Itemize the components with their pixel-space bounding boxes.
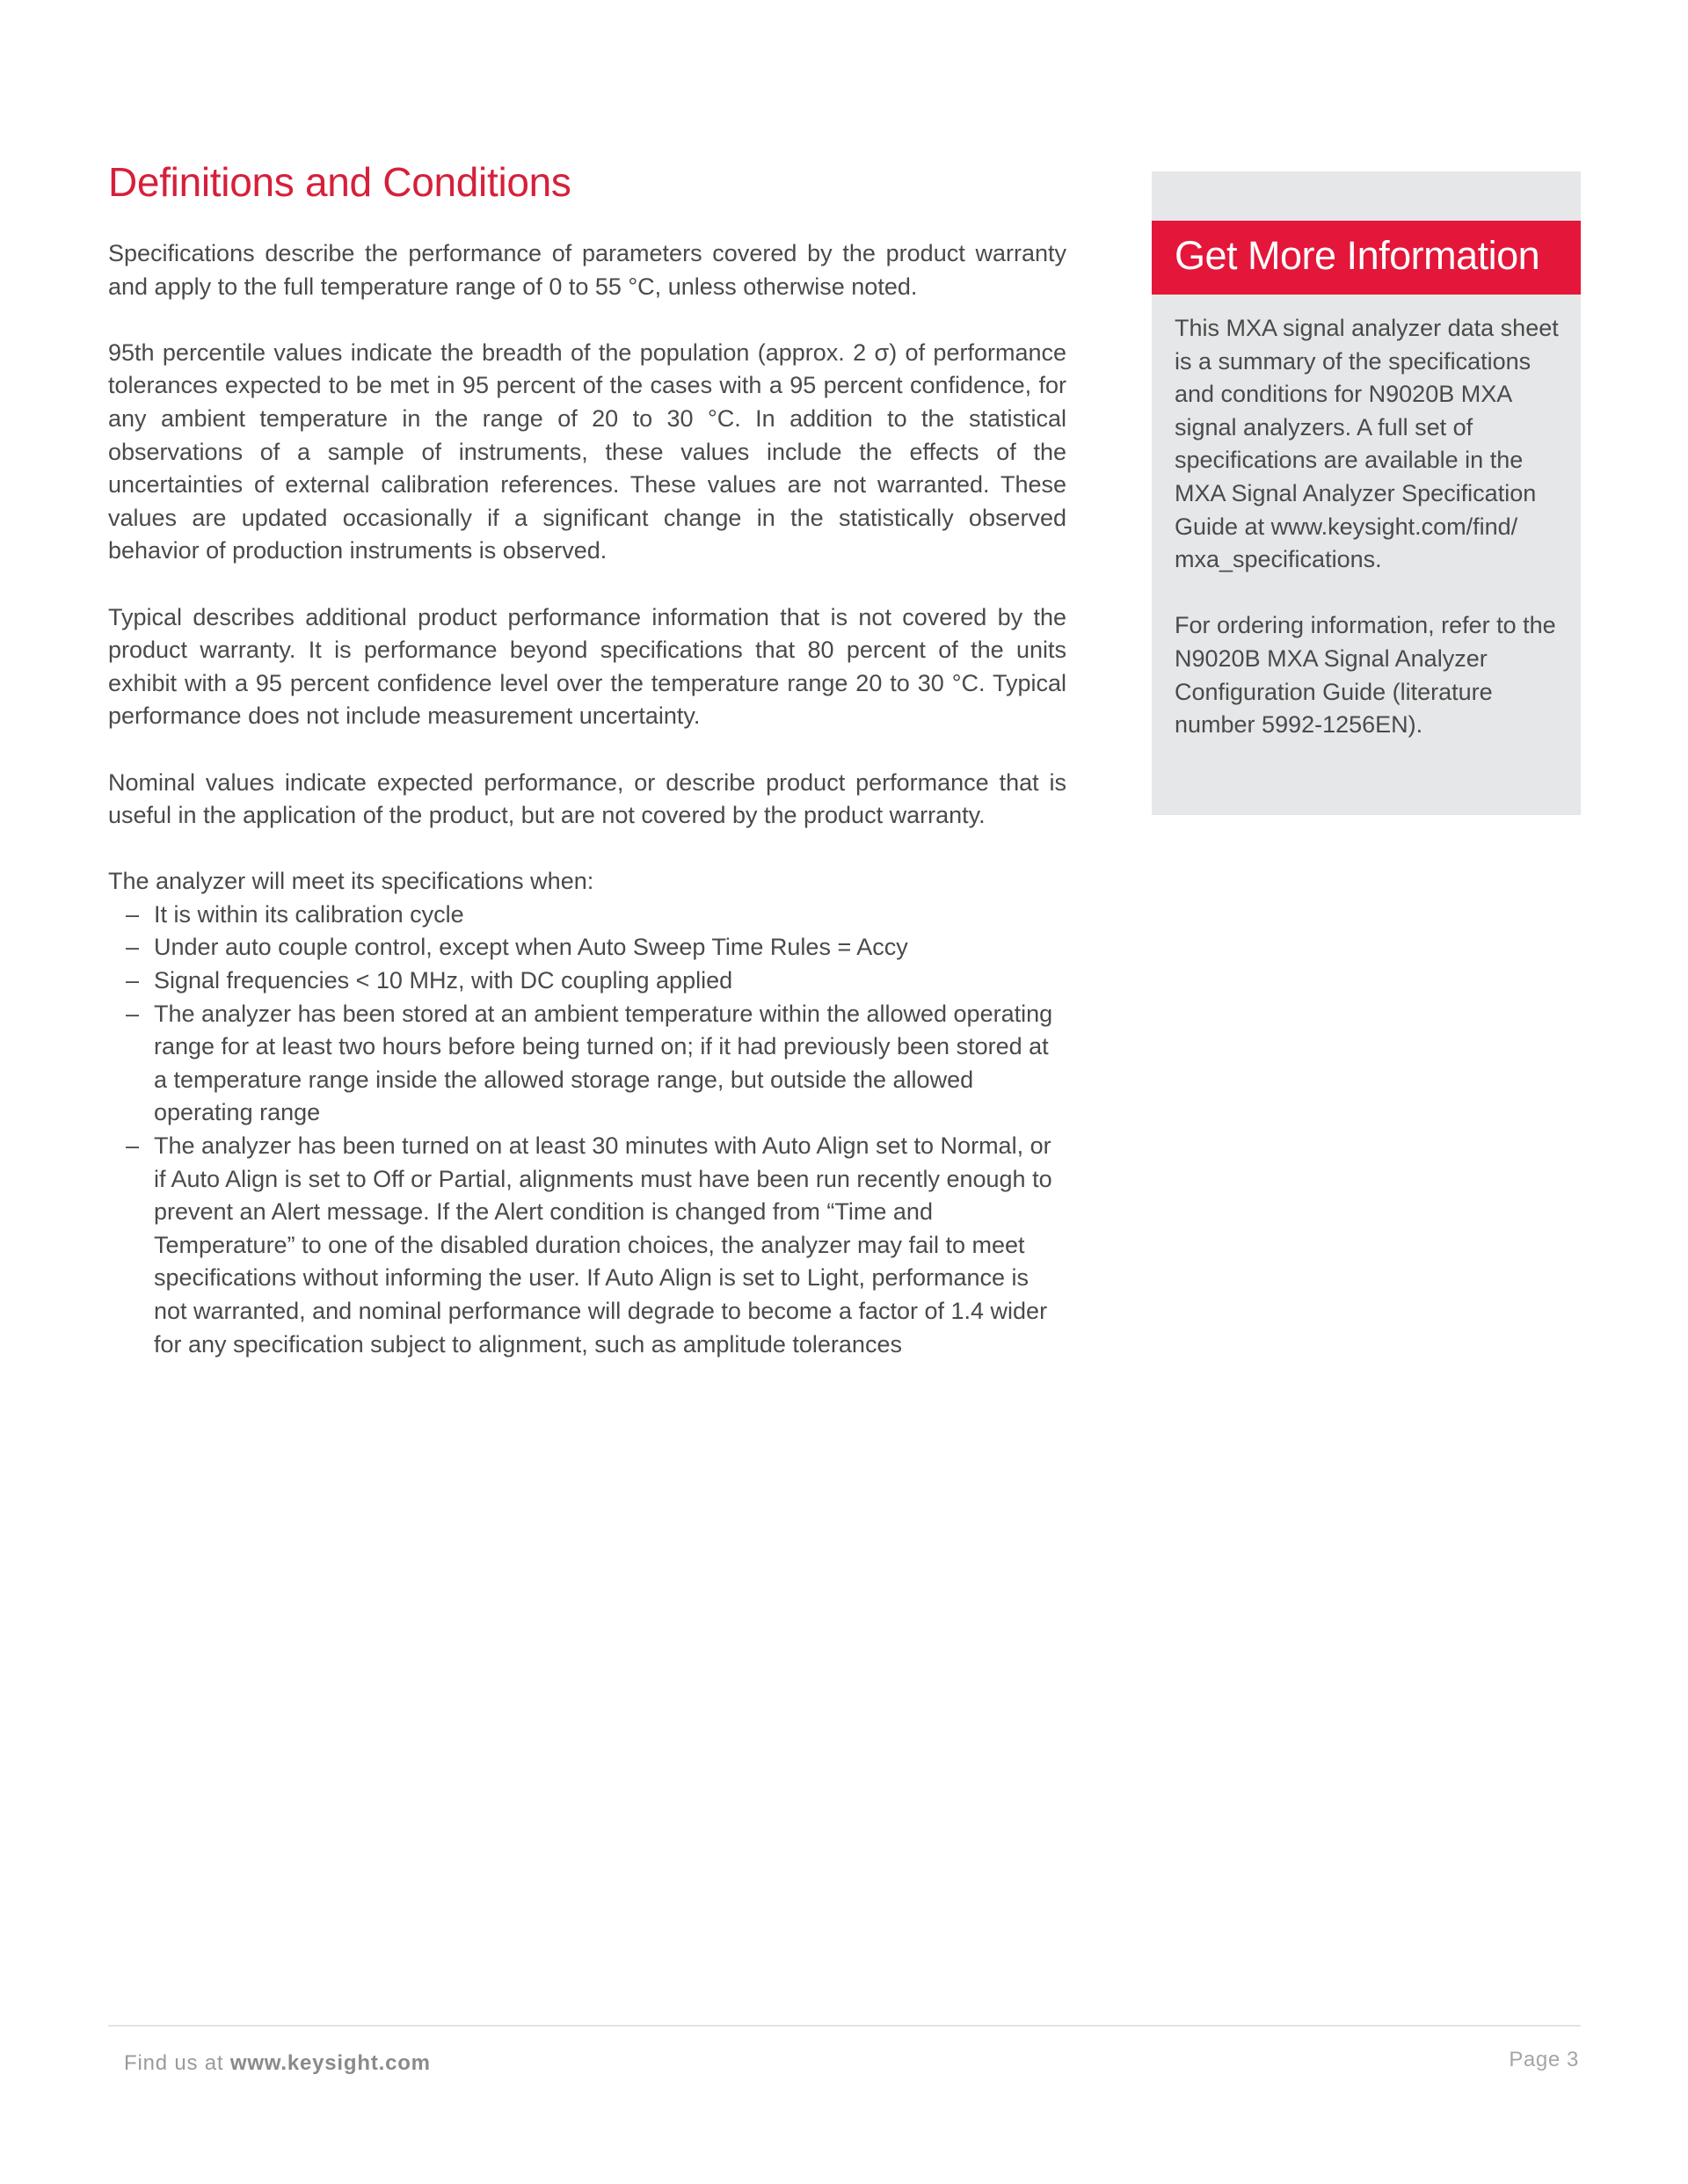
conditions-list xyxy=(108,899,1066,1361)
footer-find-us-label: Find us at xyxy=(124,2051,224,2075)
sidebar-title: Get More Information xyxy=(1175,233,1540,278)
list-item-text: The analyzer has been turned on at least 30 minutes with Auto Align set to Normal, or if Auto Align is set to Off or Partial, alignments must have been run recently enough to prevent an Alert message. If the Alert condition is changed from “Time and Temperature” to one of the disabled duration choices, the analyzer may fail to meet specifications without informing the user. If Auto Align is set to Light, performance is not warranted, and nominal performance will degrade to become a factor of 1.4 wider for any specification subject to alignment, such as amplitude tolerances xyxy=(154,1132,1052,1358)
paragraph-95th-percentile: 95th percentile values indicate the breadth of the population (approx. 2 σ) of performance tolerances expected to be met in 95 percent of the cases with a 95 percent confidence, for any ambient temperature in the range of 20 to 30 °C. In addition to the statistical observations of a sample of instruments, these values include the effects of the uncertainties of external calibration references. These values are not warranted. These values are updated occasionally if a significant change in the statistically observed behavior of production instruments is observed. xyxy=(108,339,1066,564)
list-item-text: Signal frequencies < 10 MHz, with DC coupling applied xyxy=(154,967,733,994)
list-item xyxy=(108,899,1066,932)
footer-find-us xyxy=(124,2051,431,2076)
paragraph-specifications: Specifications describe the performance of parameters covered by the product warranty and apply to the full temperature range of 0 to 55 °C, unless otherwise noted. xyxy=(108,240,1066,300)
footer-divider xyxy=(108,2025,1581,2027)
list-item-text: The analyzer has been stored at an ambient temperature within the allowed operating range for at least two hours before being turned on; if it had previously been stored at a temperature range inside the allowed storage range, but outside the allowed operating range xyxy=(154,1000,1053,1126)
list-item xyxy=(108,931,1066,965)
dash-bullet: – xyxy=(126,967,140,994)
list-item-text: Under auto couple control, except when Auto Sweep Time Rules = Accy xyxy=(154,934,908,961)
dash-bullet: – xyxy=(126,1000,140,1027)
dash-bullet: – xyxy=(126,934,140,961)
page-title: Definitions and Conditions xyxy=(108,159,571,205)
paragraph-nominal: Nominal values indicate expected performance, or describe product performance that is useful in the application of the product, but are not covered by the product warranty. xyxy=(108,768,1066,829)
main-content xyxy=(108,158,1066,1361)
list-item xyxy=(108,998,1066,1130)
list-item-text: It is within its calibration cycle xyxy=(154,900,464,928)
info-sidebar xyxy=(1152,171,1581,815)
paragraph-typical: Typical describes additional product performance information that is not covered by the product warranty. It is performance beyond specifications that 80 percent of the units exhibit with a 95 percent confidence level over the temperature range 20 to 30 °C. Typical performance does not include measurement uncertainty. xyxy=(108,603,1066,730)
sidebar-paragraph-ordering: For ordering information, refer to the N9020B MXA Signal Analyzer Configuration Guide (literature number 5992-1256EN). xyxy=(1175,612,1556,739)
sidebar-paragraph-summary: This MXA signal analyzer data sheet is a summary of the specifications and conditions for N9020B MXA signal analyzers. A full set of specifications are available in the MXA Signal Analyzer Specification Guide at www.keysight.com/find/ mxa_specifications. xyxy=(1175,315,1559,573)
sidebar-header xyxy=(1152,221,1581,295)
sidebar-body xyxy=(1175,312,1561,775)
footer-url-link[interactable]: www.keysight.com xyxy=(229,2051,431,2075)
page-number: Page 3 xyxy=(1509,2048,1579,2071)
dash-bullet: – xyxy=(126,900,140,928)
list-item xyxy=(108,1130,1066,1361)
list-item xyxy=(108,965,1066,998)
dash-bullet: – xyxy=(126,1132,140,1160)
conditions-intro: The analyzer will meet its specifications when: xyxy=(108,868,594,895)
